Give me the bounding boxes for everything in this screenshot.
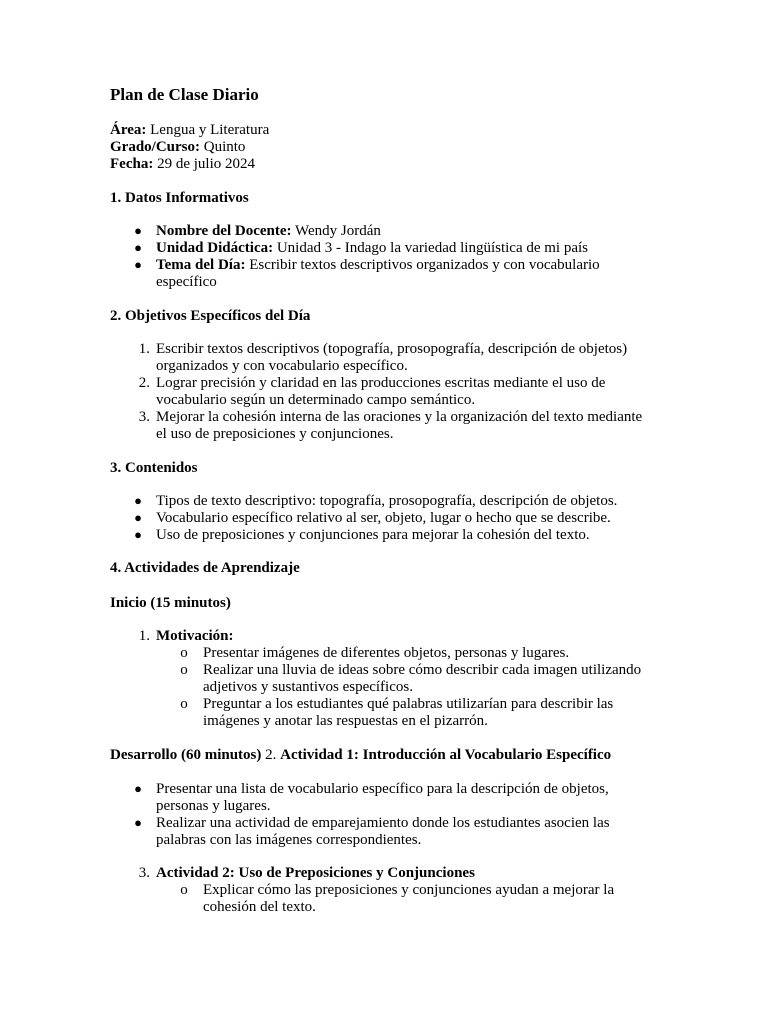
meta-value: 29 de julio 2024 bbox=[153, 156, 255, 172]
meta-value: Quinto bbox=[200, 139, 246, 155]
list-item: ● Tema del Día: Escribir textos descriptivos organizados y con vocabulario específico bbox=[156, 257, 676, 290]
sub-list-item: o Realizar una lluvia de ideas sobre cómo describir cada imagen utilizando adjetivos y sustantivos específicos. bbox=[203, 662, 678, 695]
bullet-icon: ● bbox=[134, 223, 142, 238]
meta-value: Lengua y Literatura bbox=[146, 122, 270, 138]
bullet-icon: ● bbox=[134, 257, 142, 272]
list-item: 3. Actividad 2: Uso de Preposiciones y Conjunciones bbox=[156, 865, 676, 882]
section-heading: 2. Objetivos Específicos del Día bbox=[110, 308, 311, 324]
bullet-icon: ● bbox=[134, 815, 142, 830]
list-item: 1. Motivación: bbox=[156, 628, 676, 645]
section-heading: 3. Contenidos bbox=[110, 460, 198, 476]
meta-label: Área: bbox=[110, 122, 147, 138]
subsection-heading: Inicio (15 minutos) bbox=[110, 595, 231, 611]
circle-bullet-icon: o bbox=[180, 645, 188, 661]
list-number: 3. bbox=[138, 409, 150, 425]
meta-label: Grado/Curso: bbox=[110, 139, 200, 155]
meta-grade bbox=[110, 139, 245, 156]
list-number: 1. bbox=[138, 341, 150, 357]
sub-list-item: o Preguntar a los estudiantes qué palabras utilizarían para describir las imágenes y anotar las respuestas en el pizarrón. bbox=[203, 696, 678, 729]
list-item: ● Presentar una lista de vocabulario específico para la descripción de objetos, personas y lugares. bbox=[156, 781, 676, 814]
sub-list-item: o Explicar cómo las preposiciones y conjunciones ayudan a mejorar la cohesión del texto. bbox=[203, 882, 678, 915]
sub-list-item: o Presentar imágenes de diferentes objetos, personas y lugares. bbox=[203, 645, 678, 662]
circle-bullet-icon: o bbox=[180, 662, 188, 678]
list-item: ● Realizar una actividad de emparejamiento donde los estudiantes asocien las palabras con las imágenes correspondientes. bbox=[156, 815, 676, 848]
list-number: 3. bbox=[138, 865, 150, 881]
section-heading: 1. Datos Informativos bbox=[110, 190, 249, 206]
section-heading: 4. Actividades de Aprendizaje bbox=[110, 560, 300, 576]
bullet-icon: ● bbox=[134, 781, 142, 796]
subsection-heading: Desarrollo (60 minutos) 2. Actividad 1: Introducción al Vocabulario Específico bbox=[110, 747, 612, 763]
circle-bullet-icon: o bbox=[180, 882, 188, 898]
list-number: 1. bbox=[138, 628, 150, 644]
list-item: ● Nombre del Docente: Wendy Jordán bbox=[156, 223, 676, 240]
list-item: ● Uso de preposiciones y conjunciones para mejorar la cohesión del texto. bbox=[156, 527, 676, 544]
bullet-icon: ● bbox=[134, 527, 142, 542]
bullet-icon: ● bbox=[134, 510, 142, 525]
bullet-icon: ● bbox=[134, 493, 142, 508]
page-title: Plan de Clase Diario bbox=[110, 85, 259, 104]
list-item: ● Tipos de texto descriptivo: topografía, prosopografía, descripción de objetos. bbox=[156, 493, 676, 510]
list-item: 2. Lograr precisión y claridad en las producciones escritas mediante el uso de vocabulario según un determinado campo semántico. bbox=[156, 375, 676, 408]
list-number: 2. bbox=[138, 375, 150, 391]
list-item: 3. Mejorar la cohesión interna de las oraciones y la organización del texto mediante el uso de preposiciones y conjunciones. bbox=[156, 409, 676, 442]
list-item: ● Unidad Didáctica: Unidad 3 - Indago la variedad lingüística de mi país bbox=[156, 240, 676, 257]
circle-bullet-icon: o bbox=[180, 696, 188, 712]
bullet-icon: ● bbox=[134, 240, 142, 255]
list-item: 1. Escribir textos descriptivos (topografía, prosopografía, descripción de objetos) organizados y con vocabulario específico. bbox=[156, 341, 676, 374]
list-item: ● Vocabulario específico relativo al ser, objeto, lugar o hecho que se describe. bbox=[156, 510, 676, 527]
meta-date bbox=[110, 156, 255, 173]
meta-area bbox=[110, 122, 269, 139]
meta-label: Fecha: bbox=[110, 156, 154, 172]
